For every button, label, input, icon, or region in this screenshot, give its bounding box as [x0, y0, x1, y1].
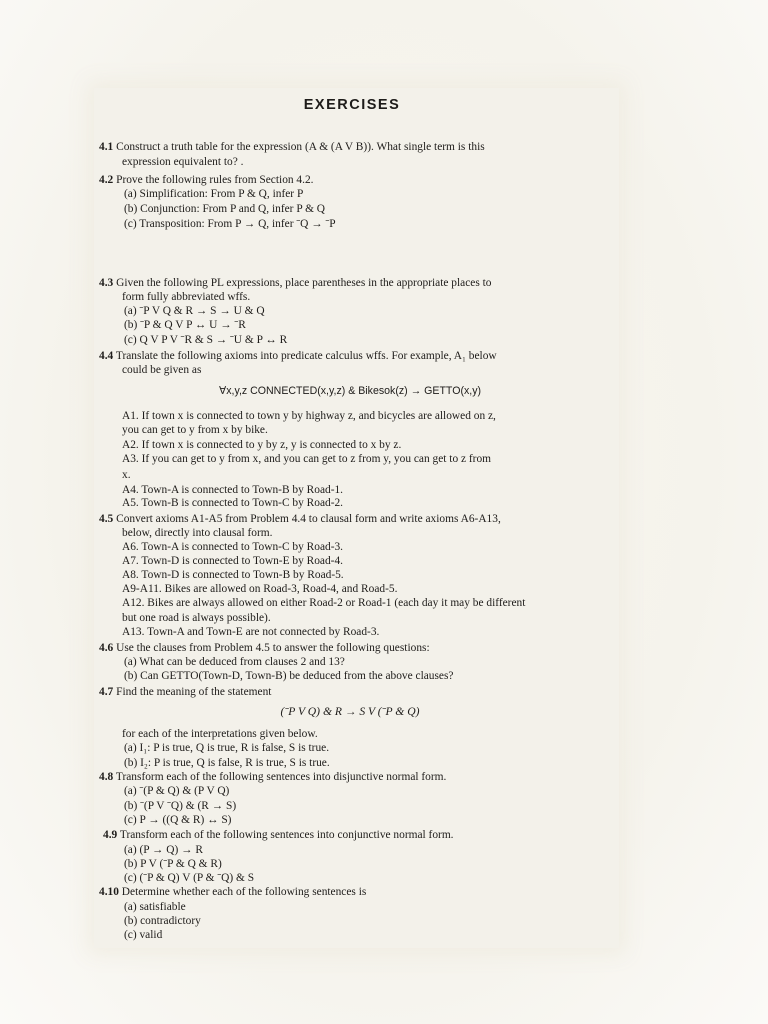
exercise-text: Convert axioms A1-A5 from Problem 4.4 to clausal form and write axioms A6-A13,	[116, 513, 501, 525]
exercise-text-line	[124, 218, 336, 231]
exercise-text: (a) ˉ(P & Q) & (P V Q)	[124, 785, 230, 797]
exercise-text: for each of the interpretations given below.	[122, 728, 318, 740]
exercise-number: 4.10	[99, 886, 119, 898]
exercise-text-line	[122, 469, 131, 482]
exercise-text: A5. Town-B is connected to Town-C by Road-2.	[122, 497, 344, 509]
exercise-text: A2. If town x is connected to y by z, y is connected to x by z.	[122, 439, 402, 451]
exercise-text-line	[124, 785, 229, 798]
exercise-text-line	[124, 757, 330, 770]
exercise-text: Construct a truth table for the expression (A & (A V B)). What single term is this	[116, 141, 485, 153]
exercise-text: (a) satisfiable	[124, 901, 186, 913]
exercise-text-line	[122, 424, 268, 437]
exercise-text: (c) Q V P V ˉR & S → ˉU & P ↔ R	[124, 334, 288, 346]
exercise-text-line	[122, 527, 272, 540]
exercise-text-line	[124, 915, 201, 928]
exercise-number: 4.3	[99, 277, 114, 289]
exercise-text: (a) I₁: P is true, Q is true, R is false, S is true.	[124, 742, 330, 754]
exercise-text: Transform each of the following sentences into disjunctive normal form.	[115, 771, 447, 783]
exercise-text: (b) P V (ˉP & Q & R)	[124, 858, 222, 870]
exercise-text-line	[122, 484, 343, 497]
exercise-text-line	[122, 626, 379, 639]
exercise-text-line	[124, 844, 203, 857]
exercise-text: you can get to y from x by bike.	[122, 424, 268, 436]
exercise-text: A1. If town x is connected to town y by highway z, and bicycles are allowed on z,	[122, 410, 496, 422]
exercise-heading-line	[99, 513, 501, 526]
exercise-number: 4.6	[99, 642, 114, 654]
exercise-text-line	[124, 305, 265, 318]
exercise-text-line	[124, 203, 325, 216]
exercise-text-line	[124, 929, 162, 942]
exercise-text-line	[124, 670, 453, 683]
exercise-text: form fully abbreviated wffs.	[122, 291, 251, 303]
exercise-number: 4.9	[103, 829, 118, 841]
exercise-text: A12. Bikes are always allowed on either Road-2 or Road-1 (each day it may be different	[122, 597, 526, 609]
exercise-text: Find the meaning of the statement	[116, 686, 272, 698]
exercise-text: Translate the following axioms into predicate calculus wffs. For example, A₁ below	[115, 350, 497, 362]
exercise-text: x.	[122, 469, 131, 481]
exercise-number: 4.2	[99, 174, 114, 186]
exercise-text-line	[122, 728, 318, 741]
exercise-number: 4.5	[99, 513, 114, 525]
exercise-text: (b) Can GETTO(Town-D, Town-B) be deduced from the above clauses?	[124, 670, 454, 682]
exercise-text: A4. Town-A is connected to Town-B by Road-1.	[122, 484, 344, 496]
exercise-text: (b) ˉ(P V ˉQ) & (R → S)	[124, 800, 237, 812]
exercise-text: (c) Transposition: From P → Q, infer ˉQ → ˉP	[124, 218, 336, 230]
exercise-heading-line	[99, 886, 366, 899]
exercise-text-line	[122, 439, 401, 452]
page-title: EXERCISES	[303, 97, 401, 113]
exercise-text-line	[124, 334, 287, 347]
exercise-heading-line	[99, 642, 430, 655]
exercise-text-line	[124, 814, 231, 827]
exercise-text-line	[124, 800, 236, 813]
exercise-text-line	[122, 156, 243, 169]
exercise-text: (c) valid	[124, 929, 163, 941]
exercise-number: 4.7	[99, 686, 114, 698]
exercise-text: (a) (P → Q) → R	[124, 844, 203, 856]
exercise-text-line	[122, 583, 397, 596]
exercise-text: (b) I₂: P is true, Q is false, R is true, S is true.	[124, 757, 330, 769]
exercise-text: Transform each of the following sentences into conjunctive normal form.	[119, 829, 454, 841]
exercise-text: could be given as	[122, 364, 202, 376]
exercise-text-line	[124, 742, 329, 755]
exercise-text-line	[122, 555, 343, 568]
exercise-text: Given the following PL expressions, place parentheses in the appropriate places to	[116, 277, 492, 289]
exercise-heading-line	[103, 829, 454, 842]
formula-4-7: (ˉP V Q) & R → S V (ˉP & Q)	[280, 705, 420, 718]
exercise-text: (b) ˉP & Q V P ↔ U → ˉR	[124, 319, 246, 331]
exercise-text: (a) Simplification: From P & Q, infer P	[124, 188, 304, 200]
exercise-text: (c) P → ((Q & R) ↔ S)	[124, 814, 232, 826]
exercise-text: but one road is always possible).	[122, 612, 271, 624]
exercise-text: Use the clauses from Problem 4.5 to answer the following questions:	[116, 642, 430, 654]
exercise-text-line	[124, 656, 345, 669]
exercise-text-line	[122, 410, 496, 423]
exercise-text-line	[124, 858, 222, 871]
exercise-text-line	[122, 291, 250, 304]
exercise-text-line	[122, 569, 344, 582]
formula-4-4: ∀x,y,z CONNECTED(x,y,z) & Bikesok(z) → GETTO(x,y)	[218, 385, 482, 397]
exercise-text: A8. Town-D is connected to Town-B by Road-5.	[122, 569, 344, 581]
exercise-heading-line	[99, 174, 314, 187]
exercise-heading-line	[99, 277, 491, 290]
exercise-text: (a) What can be deduced from clauses 2 and 13?	[124, 656, 345, 668]
exercise-text-line	[122, 364, 201, 377]
exercise-text: (c) (ˉP & Q) V (P & ˉQ) & S	[124, 872, 255, 884]
exercise-text: Prove the following rules from Section 4.2.	[116, 174, 314, 186]
exercise-text: A6. Town-A is connected to Town-C by Road-3.	[122, 541, 344, 553]
exercise-text-line	[124, 901, 186, 914]
exercise-text-line	[124, 872, 254, 885]
exercise-text: A9-A11. Bikes are allowed on Road-3, Road-4, and Road-5.	[122, 583, 398, 595]
exercise-text-line	[124, 188, 303, 201]
exercise-text: A3. If you can get to y from x, and you can get to z from y, you can get to z from	[122, 453, 492, 465]
exercise-text: expression equivalent to? .	[122, 156, 244, 168]
exercise-heading-line	[99, 686, 271, 699]
exercise-heading-line	[99, 771, 446, 784]
exercise-text: Determine whether each of the following sentences is	[121, 886, 367, 898]
exercise-heading-line	[99, 350, 497, 363]
exercise-text-line	[122, 541, 343, 554]
exercise-number: 4.4	[99, 350, 114, 362]
exercise-text: (b) contradictory	[124, 915, 201, 927]
exercise-number: 4.8	[99, 771, 114, 783]
exercise-text: A13. Town-A and Town-E are not connected by Road-3.	[122, 626, 380, 638]
exercise-text: below, directly into clausal form.	[122, 527, 273, 539]
exercise-text-line	[122, 612, 271, 625]
exercise-text-line	[122, 497, 343, 510]
exercise-text: (b) Conjunction: From P and Q, infer P & Q	[124, 203, 326, 215]
exercise-number: 4.1	[99, 141, 114, 153]
exercise-text-line	[122, 453, 491, 466]
exercise-heading-line	[99, 141, 485, 154]
exercise-text-line	[122, 597, 525, 610]
exercise-text-line	[124, 319, 246, 332]
exercise-text: (a) ˉP V Q & R → S → U & Q	[124, 305, 265, 317]
exercise-text: A7. Town-D is connected to Town-E by Road-4.	[122, 555, 344, 567]
